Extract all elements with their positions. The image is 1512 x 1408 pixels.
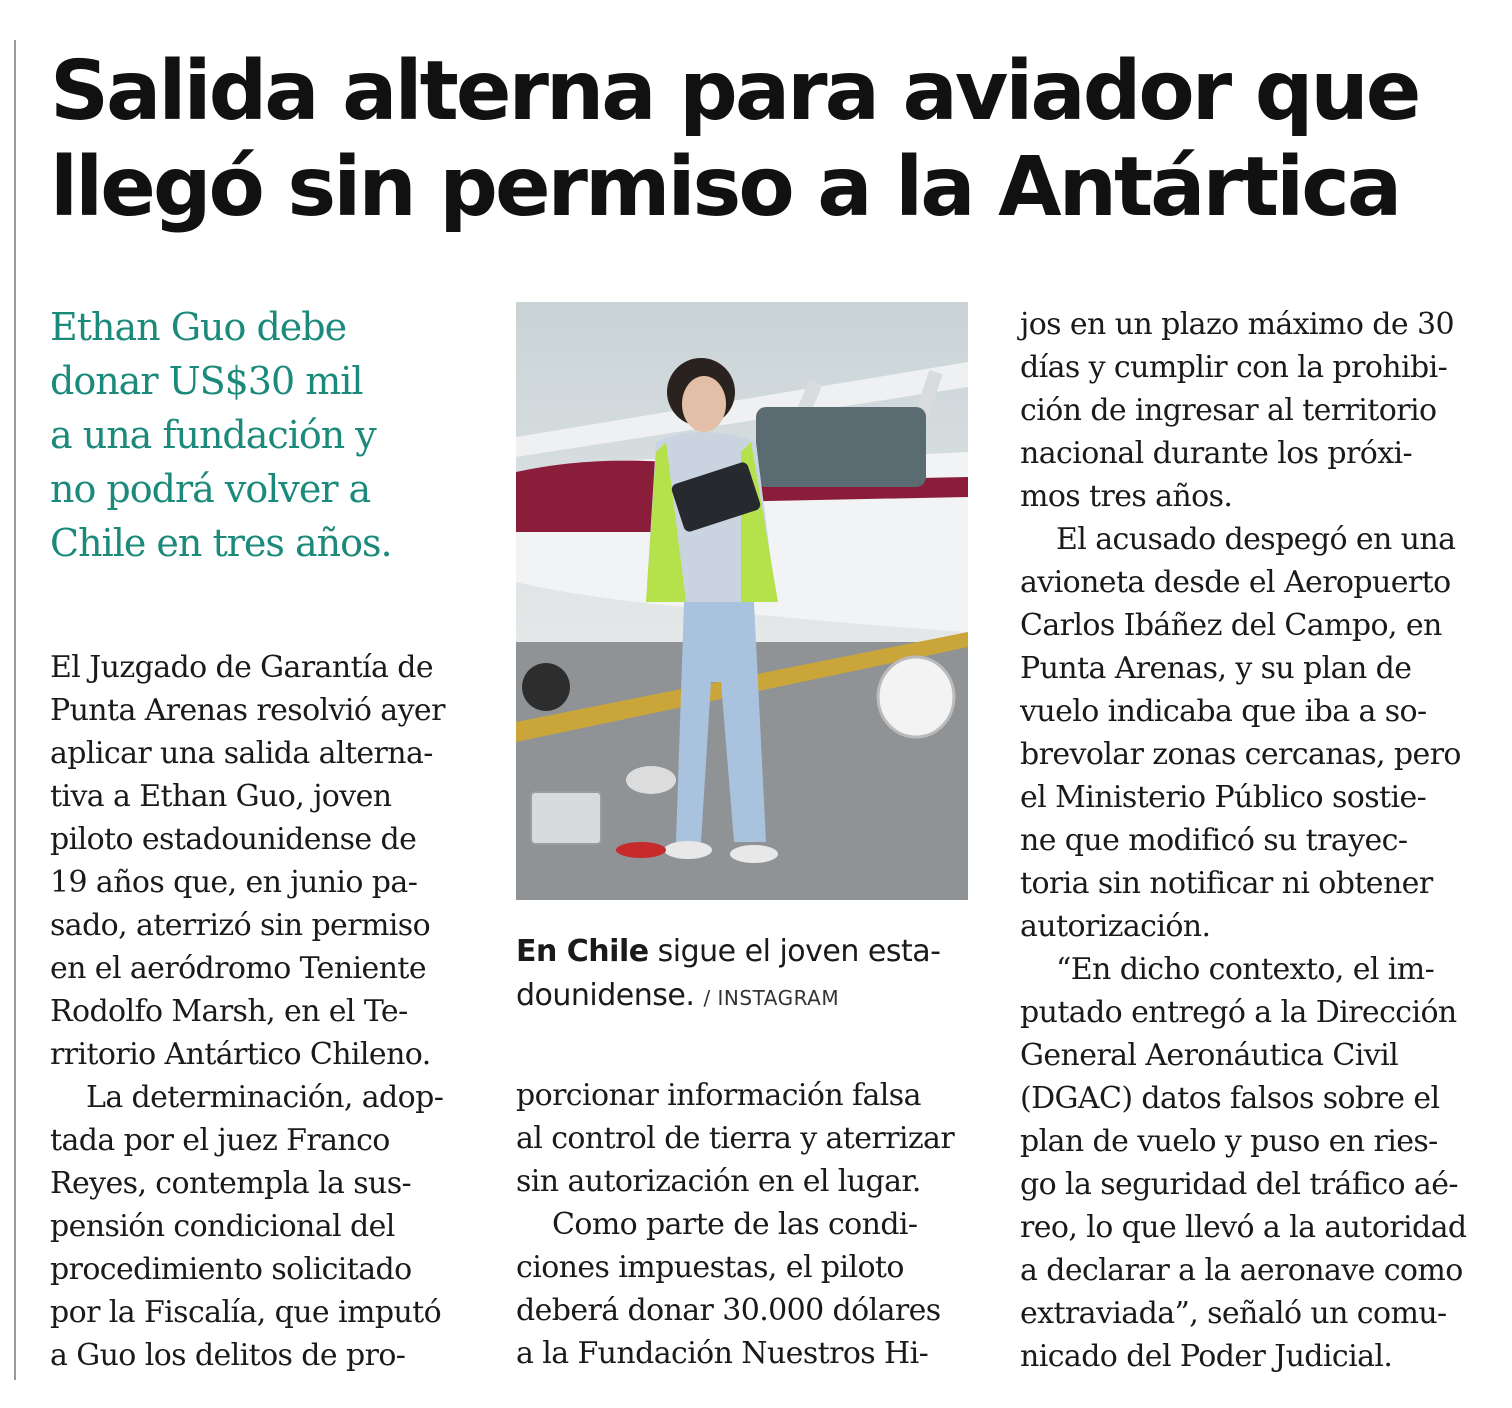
text-line: sin autorización en el lugar. (516, 1164, 921, 1199)
text-line: extraviada”, señaló un comu- (1020, 1296, 1447, 1331)
lede-line: donar US$30 mil (50, 359, 363, 403)
text-line: rritorio Antártico Chileno. (50, 1037, 431, 1072)
lede-line: Chile en tres años. (50, 521, 392, 565)
headline-line-2: llegó sin permiso a la Antártica (50, 140, 1400, 235)
text-line: El acusado despegó en una (1056, 522, 1456, 557)
text-line: vuelo indicaba que iba a so- (1020, 694, 1427, 729)
text-line: go la seguridad del tráfico aé- (1020, 1167, 1458, 1202)
paragraph (50, 1076, 468, 1377)
text-line: “En dicho contexto, el im- (1056, 952, 1435, 987)
text-line: sado, aterrizó sin permiso (50, 908, 431, 943)
text-line: tiva a Ethan Guo, joven (50, 779, 392, 814)
text-line: el Ministerio Público sostie- (1020, 780, 1427, 815)
text-line: autorización. (1020, 909, 1211, 944)
text-line: nicado del Poder Judicial. (1020, 1339, 1393, 1374)
text-line: 19 años que, en junio pa- (50, 865, 418, 900)
text-line: plan de vuelo y puso en ries- (1020, 1124, 1438, 1159)
caption-text: sigue el joven esta- dounidense. (516, 934, 941, 1013)
text-line: a declarar a la aeronave como (1020, 1253, 1463, 1288)
text-line: pensión condicional del (50, 1209, 395, 1244)
column-rule (14, 40, 16, 1380)
photo-illustration (516, 302, 968, 900)
paragraph (1020, 303, 1470, 518)
article-column-left (50, 646, 468, 1377)
paragraph (50, 646, 468, 1076)
text-line: toria sin notificar ni obtener (1020, 866, 1433, 901)
text-line: putado entregó a la Dirección (1020, 995, 1457, 1030)
paragraph (516, 1074, 968, 1203)
text-line: Carlos Ibáñez del Campo, en (1020, 608, 1442, 643)
photo-credit: / INSTAGRAM (703, 986, 840, 1010)
text-line: Punta Arenas, y su plan de (1020, 651, 1412, 686)
lede (50, 300, 480, 570)
headline (50, 44, 1490, 236)
text-line: a la Fundación Nuestros Hi- (516, 1336, 929, 1371)
text-line: a Guo los delitos de pro- (50, 1338, 406, 1373)
text-line: aplicar una salida alterna- (50, 736, 433, 771)
photo-caption (516, 930, 976, 1020)
text-line: piloto estadounidense de (50, 822, 417, 857)
text-line: tada por el juez Franco (50, 1123, 390, 1158)
text-line: al control de tierra y aterrizar (516, 1121, 955, 1156)
text-line: General Aeronáutica Civil (1020, 1038, 1399, 1073)
article-column-right (1020, 303, 1470, 1378)
text-line: Como parte de las condi- (552, 1207, 918, 1242)
text-line: deberá donar 30.000 dólares (516, 1293, 941, 1328)
text-line: El Juzgado de Garantía de (50, 650, 433, 685)
photo-pilot-with-plane (516, 302, 968, 900)
caption-lead: En Chile (516, 934, 649, 969)
text-line: ciones impuestas, el piloto (516, 1250, 904, 1285)
lede-line: no podrá volver a (50, 467, 371, 511)
paragraph (1020, 948, 1470, 1378)
text-line: Punta Arenas resolvió ayer (50, 693, 445, 728)
text-line: procedimiento solicitado (50, 1252, 412, 1287)
paragraph (516, 1203, 968, 1375)
lede-line: Ethan Guo debe (50, 305, 347, 349)
text-line: nacional durante los próxi- (1020, 436, 1413, 471)
text-line: días y cumplir con la prohibi- (1020, 350, 1448, 385)
text-line: (DGAC) datos falsos sobre el (1020, 1081, 1440, 1116)
text-line: La determinación, adop- (86, 1080, 444, 1115)
text-line: brevolar zonas cercanas, pero (1020, 737, 1461, 772)
text-line: ción de ingresar al territorio (1020, 393, 1437, 428)
text-line: Rodolfo Marsh, en el Te- (50, 994, 408, 1029)
text-line: jos en un plazo máximo de 30 (1020, 307, 1454, 342)
text-line: avioneta desde el Aeropuerto (1020, 565, 1451, 600)
lede-line: a una fundación y (50, 413, 376, 457)
text-line: mos tres años. (1020, 479, 1233, 514)
article-column-middle (516, 1074, 968, 1375)
text-line: en el aeródromo Teniente (50, 951, 427, 986)
text-line: ne que modificó su trayec- (1020, 823, 1408, 858)
text-line: reo, lo que llevó a la autoridad (1020, 1210, 1467, 1245)
text-line: porcionar información falsa (516, 1078, 921, 1113)
headline-line-1: Salida alterna para aviador que (50, 44, 1419, 139)
text-line: Reyes, contempla la sus- (50, 1166, 412, 1201)
paragraph (1020, 518, 1470, 948)
text-line: por la Fiscalía, que imputó (50, 1295, 442, 1330)
